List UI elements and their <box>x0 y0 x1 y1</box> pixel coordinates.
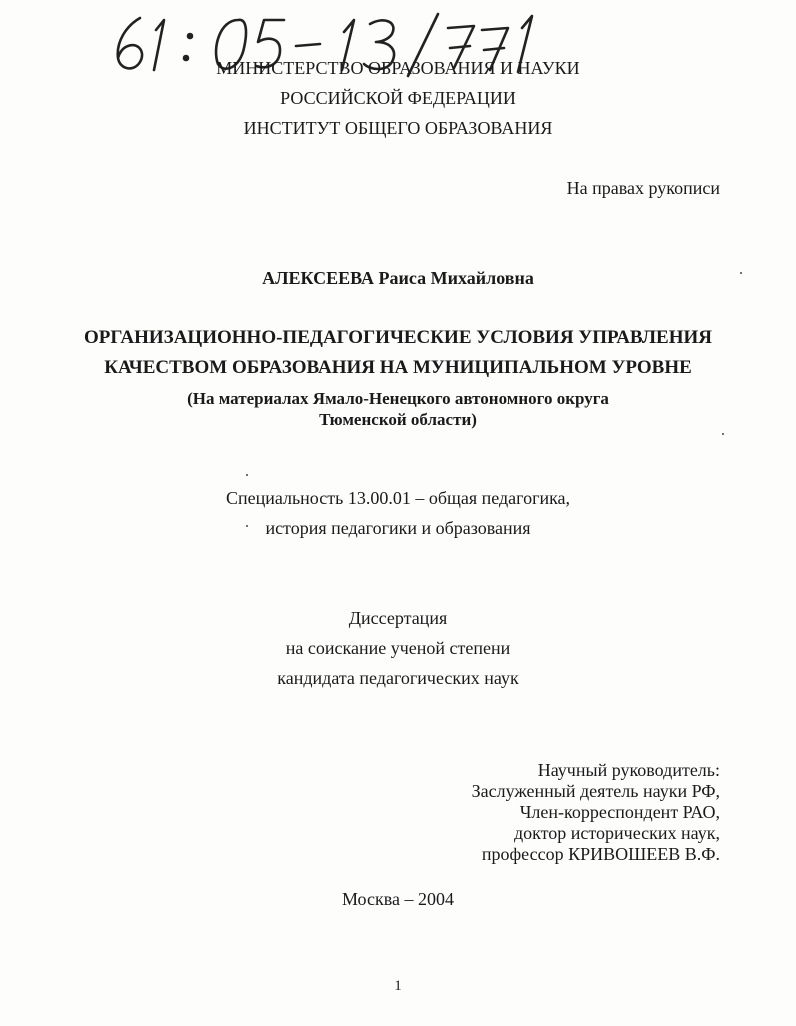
ministry-line-1: МИНИСТЕРСТВО ОБРАЗОВАНИЯ И НАУКИ <box>216 58 580 78</box>
specialty-line-1: Специальность 13.00.01 – общая педагогика, <box>225 488 571 508</box>
title-line-2: КАЧЕСТВОМ ОБРАЗОВАНИЯ НА МУНИЦИПАЛЬНОМ УРОВНЕ <box>104 357 692 378</box>
place-year: Москва – 2004 <box>342 889 454 909</box>
specialty-line-2: история педагогики и образования <box>265 518 531 538</box>
scan-speck <box>722 433 724 435</box>
dissertation-line-2: на соискание ученой степени <box>285 638 511 658</box>
supervisor-line-1: Научный руководитель: <box>537 760 720 780</box>
rights-note: На правах рукописи <box>566 178 720 198</box>
dissertation-line-1: Диссертация <box>348 608 448 628</box>
scan-speck <box>740 272 742 274</box>
subtitle-line-2: Тюменской области) <box>319 410 477 429</box>
scan-speck <box>246 525 248 527</box>
page-number: 1 <box>394 978 402 994</box>
supervisor-line-4: доктор исторических наук, <box>514 823 720 843</box>
subtitle-line-1: (На материалах Ямало-Ненецкого автономного округа <box>187 389 609 408</box>
supervisor-line-3: Член-корреспондент РАО, <box>519 802 720 822</box>
author-name: АЛЕКСЕЕВА Раиса Михайловна <box>262 268 534 288</box>
supervisor-line-2: Заслуженный деятель науки РФ, <box>471 781 720 801</box>
institute-name: ИНСТИТУТ ОБЩЕГО ОБРАЗОВАНИЯ <box>243 118 553 138</box>
dissertation-line-3: кандидата педагогических наук <box>277 668 519 688</box>
scan-speck <box>246 474 248 476</box>
title-line-1: ОРГАНИЗАЦИОННО-ПЕДАГОГИЧЕСКИЕ УСЛОВИЯ УПРАВЛЕНИЯ <box>84 327 712 348</box>
supervisor-line-5: профессор КРИВОШЕЕВ В.Ф. <box>481 844 720 864</box>
ministry-line-2: РОССИЙСКОЙ ФЕДЕРАЦИИ <box>280 88 516 108</box>
